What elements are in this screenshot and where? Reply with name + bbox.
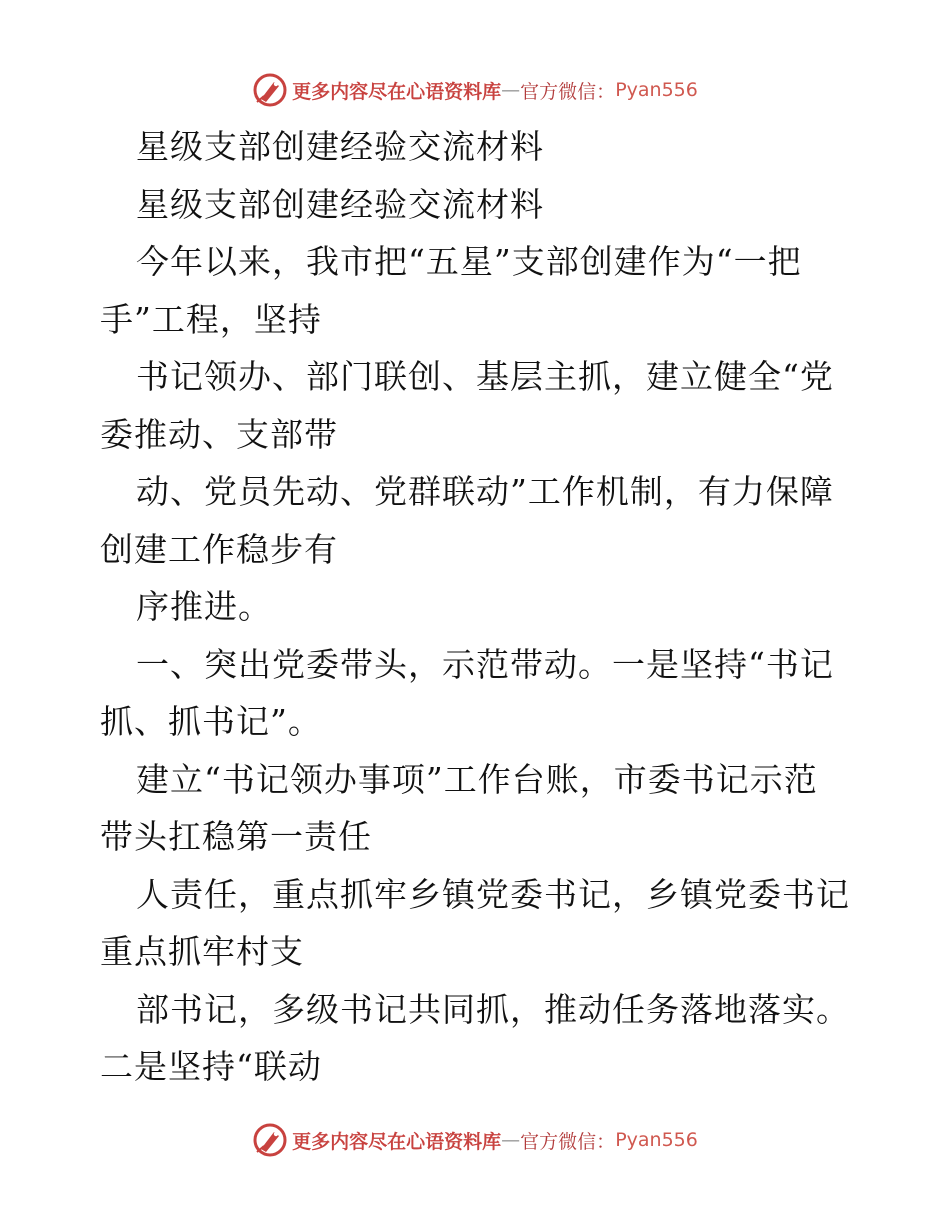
pen-nib-logo-icon xyxy=(252,1122,288,1158)
doc-line: 二是坚持“联动 xyxy=(100,1047,322,1086)
doc-line: 序推进。 xyxy=(136,587,272,626)
doc-line: 手”工程，坚持 xyxy=(100,299,322,339)
banner-wechat-label: 官方微信： xyxy=(520,80,616,103)
doc-line: 动、党员先动、党群联动”工作机制，有力保障 xyxy=(136,472,834,511)
doc-line: 委推动、支部带 xyxy=(100,414,338,454)
document-body xyxy=(100,118,850,1096)
doc-title: 星级支部创建经验交流材料 xyxy=(136,127,544,166)
banner-wechat-id: Pyan556 xyxy=(615,79,698,101)
doc-line: 书记领办、部门联创、基层主抓，建立健全“党 xyxy=(136,357,834,396)
doc-line: 抓、抓书记”。 xyxy=(100,702,322,741)
banner-main-text: 更多内容尽在心语资料库 xyxy=(292,1130,502,1153)
doc-line: 人责任，重点抓牢乡镇党委书记，乡镇党委书记 xyxy=(136,874,850,914)
banner-wechat-id: Pyan556 xyxy=(615,1129,698,1151)
doc-line: 创建工作稳步有 xyxy=(100,529,338,569)
banner-separator: — xyxy=(501,1129,521,1151)
doc-line: 建立“书记领办事项”工作台账，市委书记示范 xyxy=(136,759,818,799)
doc-line: 重点抓牢村支 xyxy=(100,932,304,971)
doc-section-heading: 一、突出党委带头，示范带动。一是坚持“书记 xyxy=(136,644,834,684)
header-watermark-banner xyxy=(0,70,950,110)
doc-line: 今年以来，我市把“五星”支部创建作为“一把 xyxy=(136,242,802,281)
banner-separator: — xyxy=(501,79,521,101)
footer-watermark-banner xyxy=(0,1120,950,1160)
banner-main-text: 更多内容尽在心语资料库 xyxy=(292,80,502,103)
doc-line: 部书记，多级书记共同抓，推动任务落地落实。 xyxy=(136,989,850,1029)
pen-nib-logo-icon xyxy=(252,72,288,108)
doc-subtitle: 星级支部创建经验交流材料 xyxy=(136,184,544,224)
doc-line: 带头扛稳第一责任 xyxy=(100,817,372,856)
banner-wechat-label: 官方微信： xyxy=(520,1130,616,1153)
